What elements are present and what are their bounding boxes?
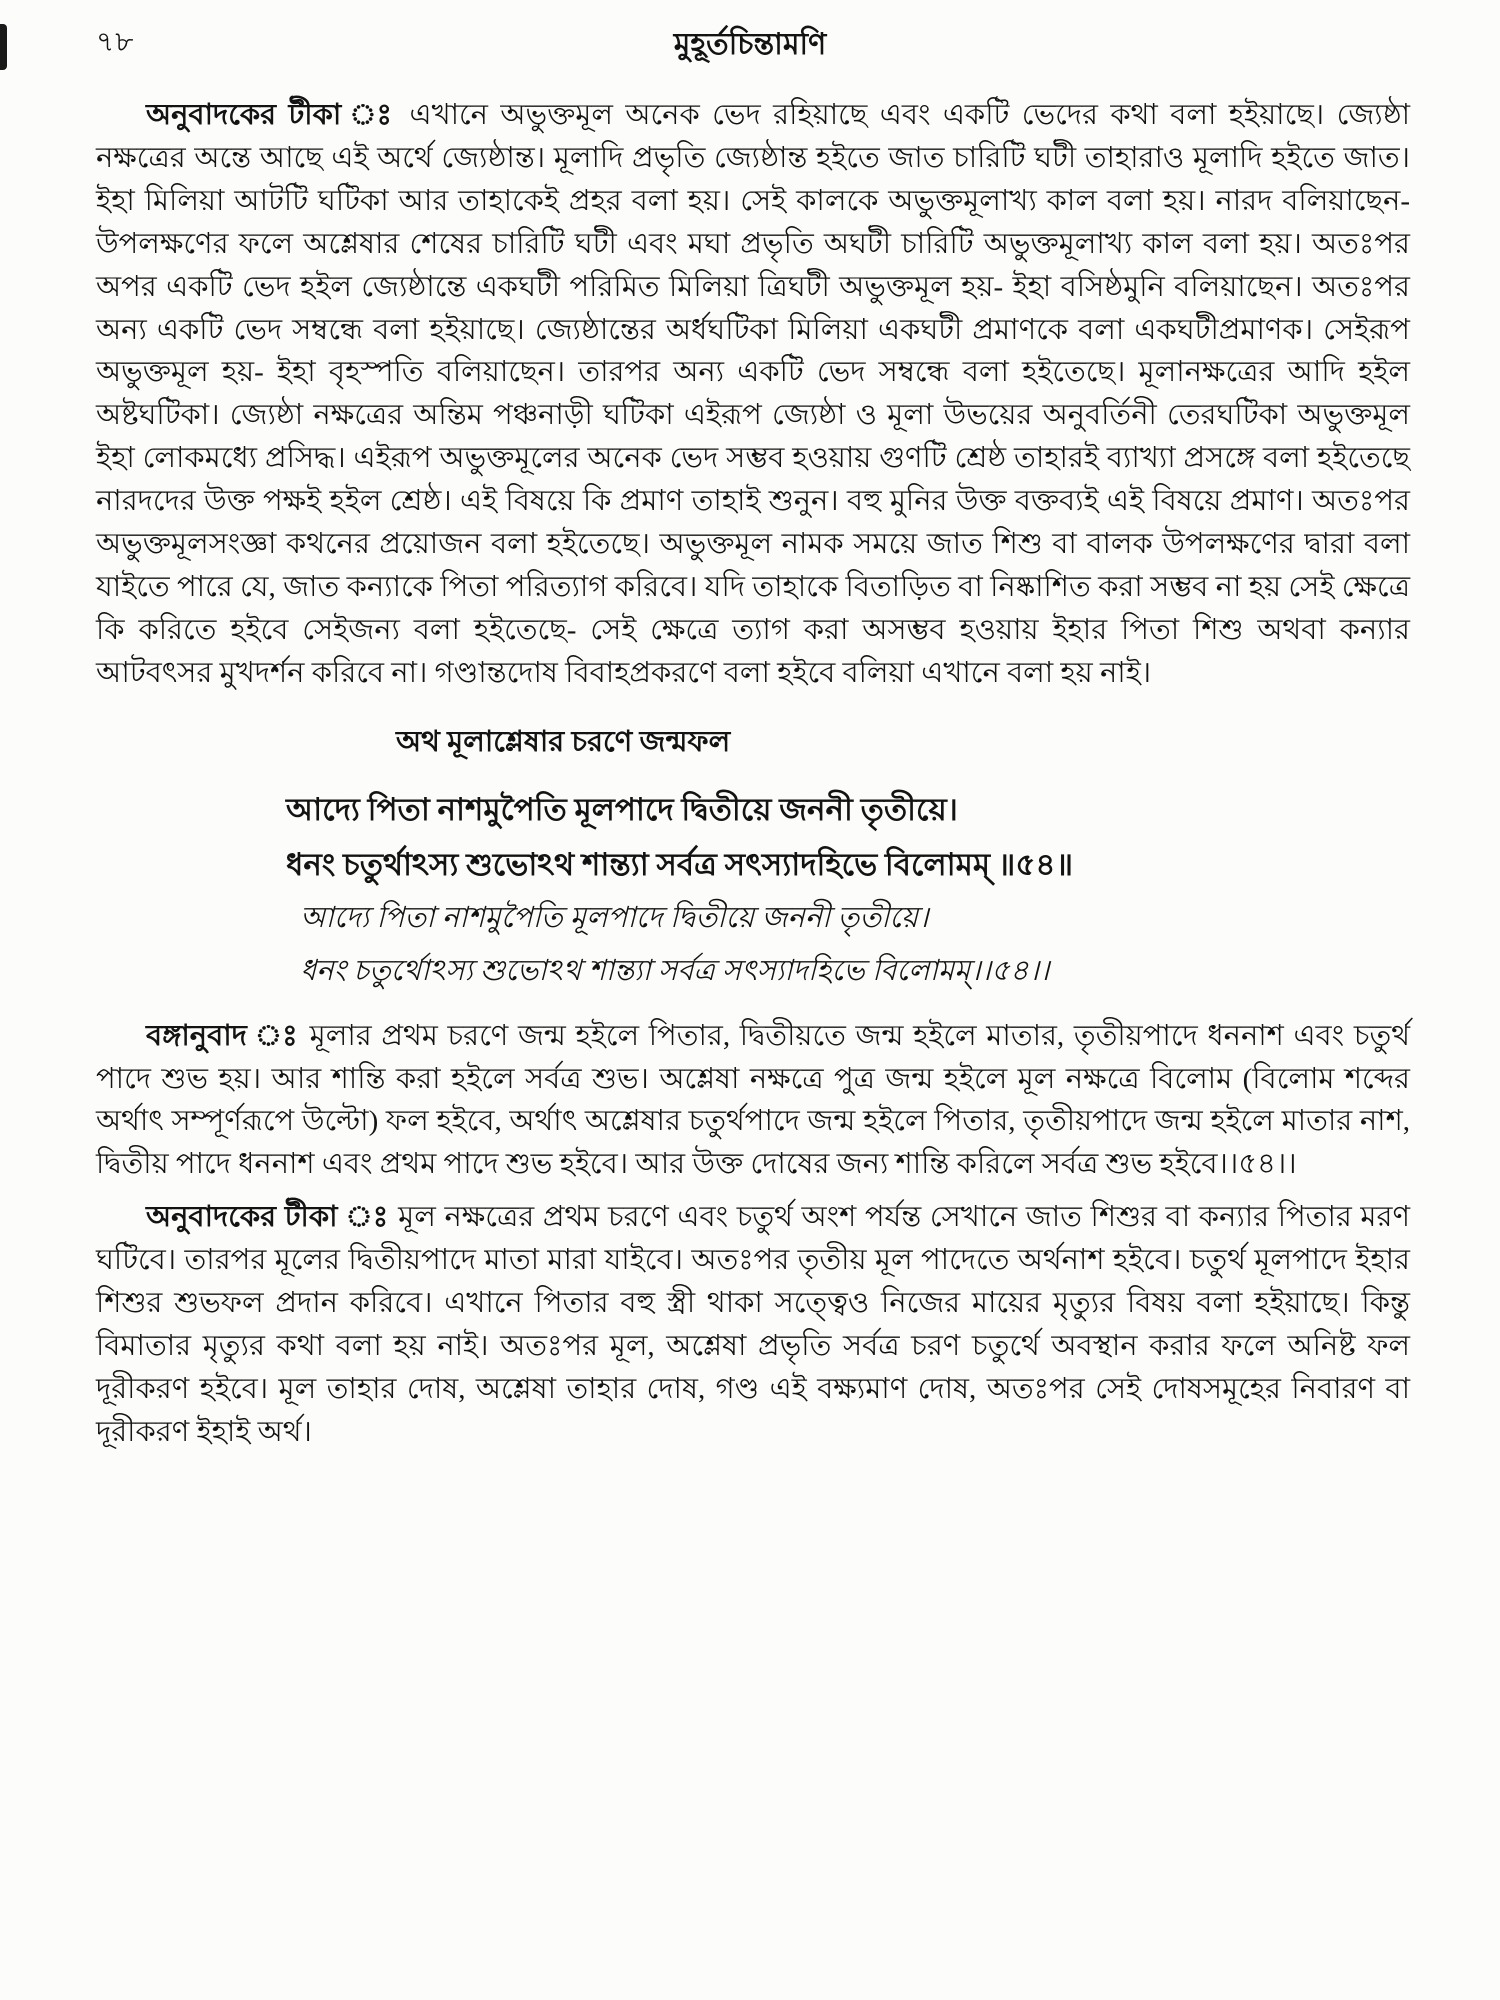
book-title: মুহূর্তচিন্তামণি — [673, 28, 827, 61]
translator-note-2-text: মূল নক্ষত্রের প্রথম চরণে এবং চতুর্থ অংশ পর্যন্ত সেখানে জাত শিশুর বা কন্যার পিতার মরণ ঘটিবে। তারপর মূলের দ্বিতীয়পাদে মাতা মারা যাইবে। অতঃপর তৃতীয় মূল পাদেতে অর্থনাশ হইবে। চতুর্থ মূলপাদে ইহার শিশুর শুভফল প্রদান করিবে। এখানে পিতার বহু স্ত্রী থাকা সত্ত্বেও নিজের মায়ের মৃত্যুর বিষয় বলা হইয়াছে। কিন্তু বিমাতার মৃত্যুর কথা বলা হয় নাই। অতঃপর মূল, অশ্লেষা প্রভৃতি সর্বত্র চরণ চতুর্থে অবস্থান করার ফলে অনিষ্ট ফল দূরীকরণ হইবে। মূল তাহার দোষ, অশ্লেষা তাহার দোষ, গণ্ড এই বক্ষ্যমাণ দোষ, অতঃপর সেই দোষসমূহের নিবারণ বা দূরীকরণ ইহাই অর্থ। — [96, 1201, 1411, 1448]
translator-note-2 — [96, 1196, 1410, 1453]
translator-note-1 — [96, 94, 1410, 695]
verse-line-1: আদ্যে পিতা নাশমুপৈতি মূলপাদে দ্বিতীয়ে জননী তৃতীয়ে। — [286, 791, 958, 827]
verse-italic-line-2: ধনং চতুর্থোঽস্য শুভোঽথ শান্ত্যা সর্বত্র সৎস্যাদহিভে বিলোমম্।।৫৪।। — [300, 955, 1050, 988]
page-number: ৭৮ — [96, 27, 135, 58]
bengali-translation-text: মূলার প্রথম চরণে জন্ম হইলে পিতার, দ্বিতীয়তে জন্ম হইলে মাতার, তৃতীয়পাদে ধননাশ এবং চতুর্থ পাদে শুভ হয়। আর শান্তি করা হইলে সর্বত্র শুভ। অশ্লেষা নক্ষত্রে পুত্র জন্ম হইলে মূল নক্ষত্রে বিলোম (বিলোম শব্দের অর্থাৎ সম্পূর্ণরূপে উল্টো) ফল হইবে, অর্থাৎ অশ্লেষার চতুর্থপাদে জন্ম হইলে পিতার, তৃতীয়পাদে জন্ম হইলে মাতার নাশ, দ্বিতীয় পাদে ধননাশ এবং প্রথম পাদে শুভ হইবে। আর উক্ত দোষের জন্য শান্তি করিলে সর্বত্র শুভ হইবে।।৫৪।। — [96, 1019, 1411, 1181]
page-header — [0, 0, 1500, 68]
bengali-translation-label: বঙ্গানুবাদ ঃ — [146, 1019, 300, 1052]
translator-note-2-label: অনুবাদকের টীকা ঃ — [146, 1201, 390, 1234]
bengali-translation — [96, 1015, 1410, 1187]
verse-line-2: ধনং চতুর্থাঽস্য শুভোঽথ শান্ত্যা সর্বত্র সৎস্যাদহিভে বিলোমম্ ॥৫৪॥ — [286, 846, 1074, 882]
sanskrit-verse — [286, 782, 1410, 999]
section-heading: অথ মূলাশ্লেষার চরণে জন্মফল — [396, 725, 731, 758]
page-content — [0, 68, 1500, 1454]
translator-note-1-text: এখানে অভুক্তমূল অনেক ভেদ রহিয়াছে এবং একটি ভেদের কথা বলা হইয়াছে। জ্যেষ্ঠা নক্ষত্রের অন্তে আছে এই অর্থে জ্যেষ্ঠান্ত। মূলাদি প্রভৃতি জ্যেষ্ঠান্ত হইতে জাত চারিটি ঘটী তাহারাও মূলাদি হইতে জাত। ইহা মিলিয়া আটটি ঘটিকা আর তাহাকেই প্রহর বলা হয়। সেই কালকে অভুক্তমূলাখ্য কাল বলা হয়। নারদ বলিয়াছেন- উপলক্ষণের ফলে অশ্লেষার শেষের চারিটি ঘটী এবং মঘা প্রভৃতি অঘটী চারিটি অভুক্তমূলাখ্য কাল বলা হয়। অতঃপর অপর একটি ভেদ হইল জ্যেষ্ঠান্তে একঘটী পরিমিত মিলিয়া ত্রিঘটী অভুক্তমূল হয়- ইহা বসিষ্ঠমুনি বলিয়াছেন। অতঃপর অন্য একটি ভেদ সম্বন্ধে বলা হইয়াছে। জ্যেষ্ঠান্তের অর্ধঘটিকা মিলিয়া একঘটী প্রমাণকে বলা একঘটীপ্রমাণক। সেইরূপ অভুক্তমূল হয়- ইহা বৃহস্পতি বলিয়াছেন। তারপর অন্য একটি ভেদ সম্বন্ধে বলা হইতেছে। মূলানক্ষত্রের আদি হইল অষ্টঘটিকা। জ্যেষ্ঠা নক্ষত্রের অন্তিম পঞ্চনাড়ী ঘটিকা এইরূপ জ্যেষ্ঠা ও মূলা উভয়ের অনুবর্তিনী তেরঘটিকা অভুক্তমূল ইহা লোকমধ্যে প্রসিদ্ধ। এইরূপ অভুক্তমূলের অনেক ভেদ সম্ভব হওয়ায় গুণটি শ্রেষ্ঠ তাহারই ব্যাখ্যা প্রসঙ্গে বলা হইতেছে নারদদের উক্ত পক্ষই হইল শ্রেষ্ঠ। এই বিষয়ে কি প্রমাণ তাহাই শুনুন। বহু মুনির উক্ত বক্তব্যই এই বিষয়ে প্রমাণ। অতঃপর অভুক্তমূলসংজ্ঞা কথনের প্রয়োজন বলা হইতেছে। অভুক্তমূল নামক সময়ে জাত শিশু বা বালক উপলক্ষণের দ্বারা বলা যাইতে পারে যে, জাত কন্যাকে পিতা পরিত্যাগ করিবে। যদি তাহাকে বিতাড়িত বা নিষ্কাশিত করা সম্ভব না হয় সেই ক্ষেত্রে কি করিতে হইবে সেইজন্য বলা হইতেছে- সেই ক্ষেত্রে ত্যাগ করা অসম্ভব হওয়ায় ইহার পিতা শিশু অথবা কন্যার আটবৎসর মুখদর্শন করিবে না। গণ্ডান্তদোষ বিবাহপ্রকরণে বলা হইবে বলিয়া এখানে বলা হয় নাই। — [96, 99, 1411, 689]
verse-italic-line-1: আদ্যে পিতা নাশমুপৈতি মূলপাদে দ্বিতীয়ে জননী তৃতীয়ে। — [300, 901, 929, 934]
translator-note-1-label: অনুবাদকের টীকা ঃ — [146, 99, 398, 131]
